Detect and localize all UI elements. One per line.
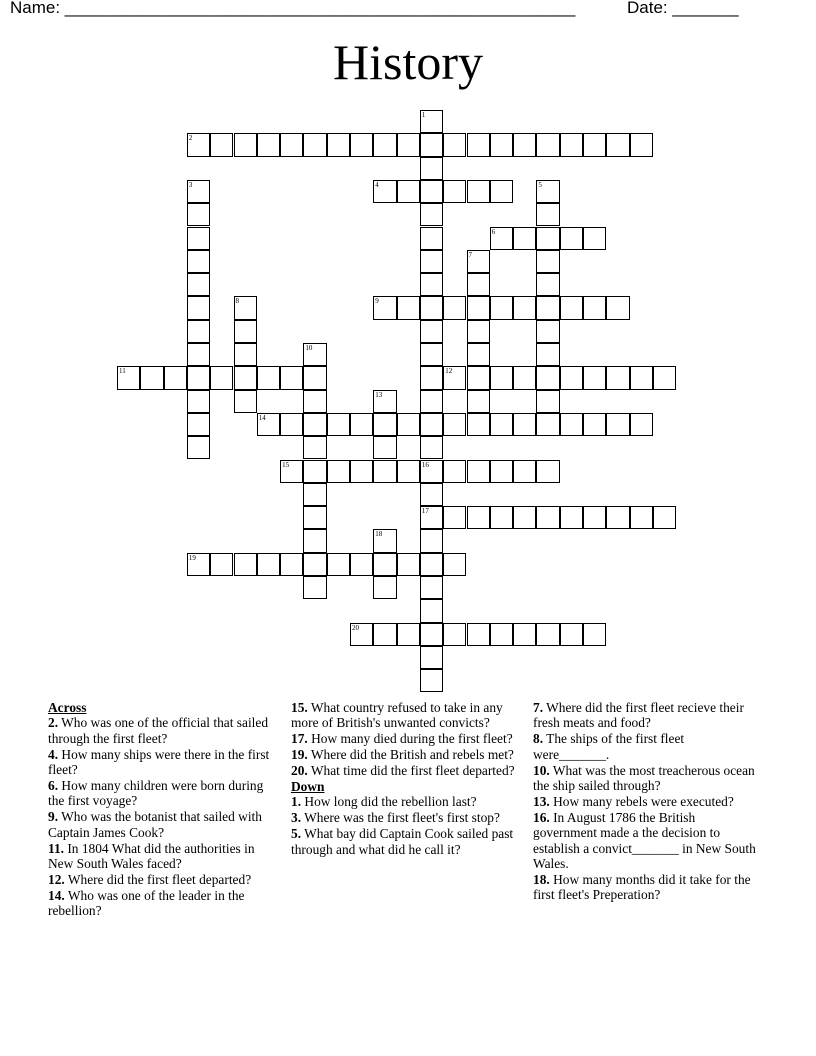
grid-cell[interactable] xyxy=(234,343,257,366)
grid-cell[interactable] xyxy=(397,553,420,576)
grid-cell[interactable] xyxy=(234,366,257,389)
grid-cell[interactable] xyxy=(280,413,303,436)
grid-cell[interactable] xyxy=(490,413,513,436)
clue-item xyxy=(291,731,517,746)
grid-cell[interactable] xyxy=(560,506,583,529)
clue-item-text: Where was the first fleet's first stop? xyxy=(301,810,500,826)
clue-item xyxy=(48,872,274,887)
grid-cell[interactable] xyxy=(303,553,326,576)
clue-item-number: 12. xyxy=(48,871,65,887)
grid-cell[interactable] xyxy=(303,483,326,506)
grid-cell[interactable] xyxy=(327,133,350,156)
clue-number: 3 xyxy=(188,180,193,189)
grid-cell[interactable] xyxy=(536,320,559,343)
grid-cell[interactable] xyxy=(420,553,443,576)
grid-cell[interactable] xyxy=(467,413,490,436)
grid-cell[interactable] xyxy=(536,250,559,273)
clue-item xyxy=(533,731,759,762)
grid-cell[interactable] xyxy=(187,203,210,226)
grid-cell[interactable] xyxy=(653,506,676,529)
grid-cell[interactable] xyxy=(420,343,443,366)
across-heading: Across xyxy=(48,700,87,715)
grid-cell[interactable] xyxy=(303,390,326,413)
page-title: History xyxy=(333,34,483,90)
grid-cell[interactable] xyxy=(583,227,606,250)
clue-number: 18 xyxy=(375,530,383,539)
grid-cell[interactable] xyxy=(234,320,257,343)
clue-item-text: What bay did Captain Cook sailed past through and what did he call it? xyxy=(291,826,514,857)
clue-item-number: 6. xyxy=(48,778,59,794)
clue-item xyxy=(291,700,517,731)
grid-cell[interactable] xyxy=(420,460,443,483)
grid-cell[interactable] xyxy=(350,460,373,483)
grid-cell[interactable] xyxy=(653,366,676,389)
grid-cell[interactable] xyxy=(257,366,280,389)
grid-cell[interactable] xyxy=(420,646,443,669)
grid-cell[interactable] xyxy=(536,390,559,413)
grid-cell[interactable] xyxy=(420,413,443,436)
grid-cell[interactable] xyxy=(467,250,490,273)
grid-cell[interactable] xyxy=(536,623,559,646)
grid-cell[interactable] xyxy=(583,366,606,389)
clue-number: 10 xyxy=(305,344,313,352)
clue-number: 2 xyxy=(188,134,193,143)
grid-cell[interactable] xyxy=(606,506,629,529)
grid-cell[interactable] xyxy=(327,460,350,483)
grid-cell[interactable] xyxy=(606,133,629,156)
grid-cell[interactable] xyxy=(257,553,280,576)
clue-item xyxy=(48,747,274,778)
down-clue-list-continued xyxy=(533,700,759,903)
grid-cell[interactable] xyxy=(513,413,536,436)
grid-cell[interactable] xyxy=(420,227,443,250)
clue-item-text: Where did the first fleet departed? xyxy=(64,871,252,887)
grid-cell[interactable] xyxy=(420,623,443,646)
clue-item-number: 19. xyxy=(291,747,308,763)
grid-cell[interactable] xyxy=(420,529,443,552)
grid-cell[interactable] xyxy=(303,529,326,552)
clue-item-number: 15. xyxy=(291,700,308,715)
grid-cell[interactable] xyxy=(513,296,536,319)
grid-cell[interactable] xyxy=(420,483,443,506)
clue-number: 12 xyxy=(445,367,453,376)
grid-cell[interactable] xyxy=(420,669,443,692)
grid-cell[interactable] xyxy=(467,506,490,529)
grid-cell[interactable] xyxy=(234,133,257,156)
grid-cell[interactable] xyxy=(350,413,373,436)
grid-cell[interactable] xyxy=(513,366,536,389)
grid-cell[interactable] xyxy=(420,250,443,273)
clue-item-number: 20. xyxy=(291,763,308,779)
grid-cell[interactable] xyxy=(513,460,536,483)
grid-cell[interactable] xyxy=(467,296,490,319)
grid-cell[interactable] xyxy=(373,576,396,599)
grid-cell[interactable] xyxy=(397,460,420,483)
grid-cell[interactable] xyxy=(536,413,559,436)
grid-cell[interactable] xyxy=(397,296,420,319)
clue-item-number: 1. xyxy=(291,794,302,810)
clue-item-number: 9. xyxy=(48,809,59,825)
grid-cell[interactable] xyxy=(443,506,466,529)
clue-item-number: 3. xyxy=(291,810,302,826)
grid-cell[interactable] xyxy=(490,623,513,646)
grid-cell[interactable] xyxy=(187,180,210,203)
grid-cell[interactable] xyxy=(140,366,163,389)
grid-cell[interactable] xyxy=(490,506,513,529)
clue-item-number: 4. xyxy=(48,746,59,762)
clues-column-3 xyxy=(533,700,759,903)
grid-cell[interactable] xyxy=(303,343,326,366)
grid-cell[interactable] xyxy=(234,553,257,576)
grid-cell[interactable] xyxy=(257,133,280,156)
grid-cell[interactable] xyxy=(280,133,303,156)
grid-cell[interactable] xyxy=(373,413,396,436)
clue-item-text: Who was one of the leader in the rebellion? xyxy=(48,887,245,919)
grid-cell[interactable] xyxy=(303,413,326,436)
grid-cell[interactable] xyxy=(467,390,490,413)
clue-item-text: How long did the rebellion last? xyxy=(301,794,477,810)
clue-number: 4 xyxy=(375,180,379,189)
clue-item-text: What was the most treacherous ocean the ship sailed through? xyxy=(533,762,755,794)
clue-item xyxy=(533,794,759,809)
grid-cell[interactable] xyxy=(583,506,606,529)
grid-cell[interactable] xyxy=(327,413,350,436)
grid-cell[interactable] xyxy=(560,413,583,436)
grid-cell[interactable] xyxy=(513,133,536,156)
grid-cell[interactable] xyxy=(420,133,443,156)
clue-number: 5 xyxy=(538,180,542,189)
grid-cell[interactable] xyxy=(373,180,396,203)
clue-item-number: 17. xyxy=(291,731,308,747)
clue-item-text: How many ships were there in the first fleet? xyxy=(48,746,270,778)
clue-item-text: How many rebels were executed? xyxy=(549,793,734,809)
grid-cell[interactable] xyxy=(536,180,559,203)
grid-cell[interactable] xyxy=(536,366,559,389)
grid-cell[interactable] xyxy=(467,273,490,296)
clue-number: 13 xyxy=(375,390,383,399)
grid-cell[interactable] xyxy=(210,133,233,156)
clue-item-number: 18. xyxy=(533,871,550,887)
clue-number: 17 xyxy=(421,507,429,516)
grid-cell[interactable] xyxy=(187,273,210,296)
grid-cell[interactable] xyxy=(420,390,443,413)
clue-number: 8 xyxy=(235,297,239,306)
clue-item-text: How many months did it take for the first fleet's Preperation? xyxy=(533,871,751,903)
clue-item xyxy=(291,794,517,809)
grid-cell[interactable] xyxy=(606,296,629,319)
grid-cell[interactable] xyxy=(373,436,396,459)
grid-cell[interactable] xyxy=(443,180,466,203)
grid-cell[interactable] xyxy=(373,296,396,319)
clue-item xyxy=(533,810,759,872)
clue-item xyxy=(48,888,274,919)
grid-cell[interactable] xyxy=(467,180,490,203)
grid-cell[interactable] xyxy=(443,366,466,389)
grid-cell[interactable] xyxy=(373,133,396,156)
grid-cell[interactable] xyxy=(280,460,303,483)
down-heading: Down xyxy=(291,779,325,795)
grid-cell[interactable] xyxy=(187,366,210,389)
grid-cell[interactable] xyxy=(280,553,303,576)
grid-cell[interactable] xyxy=(630,506,653,529)
grid-cell[interactable] xyxy=(420,436,443,459)
clue-item-number: 5. xyxy=(291,826,302,842)
grid-cell[interactable] xyxy=(443,623,466,646)
clue-item xyxy=(291,810,517,825)
grid-cell[interactable] xyxy=(536,203,559,226)
grid-cell[interactable] xyxy=(536,343,559,366)
grid-cell[interactable] xyxy=(350,133,373,156)
grid-cell[interactable] xyxy=(420,576,443,599)
grid-cell[interactable] xyxy=(420,203,443,226)
grid-cell[interactable] xyxy=(117,366,140,389)
grid-cell[interactable] xyxy=(420,366,443,389)
clue-item-number: 16. xyxy=(533,809,550,825)
grid-cell[interactable] xyxy=(257,413,280,436)
grid-cell[interactable] xyxy=(187,436,210,459)
clue-item-number: 2. xyxy=(48,715,59,731)
grid-cell[interactable] xyxy=(280,366,303,389)
clue-item xyxy=(48,841,274,872)
grid-cell[interactable] xyxy=(560,623,583,646)
grid-cell[interactable] xyxy=(187,413,210,436)
grid-cell[interactable] xyxy=(467,460,490,483)
grid-cell[interactable] xyxy=(373,529,396,552)
across-clue-list xyxy=(48,715,274,918)
grid-cell[interactable] xyxy=(210,553,233,576)
grid-cell[interactable] xyxy=(187,250,210,273)
grid-cell[interactable] xyxy=(630,366,653,389)
grid-cell[interactable] xyxy=(373,553,396,576)
clue-item-number: 10. xyxy=(533,762,550,778)
grid-cell[interactable] xyxy=(210,366,233,389)
grid-cell[interactable] xyxy=(420,180,443,203)
grid-cell[interactable] xyxy=(397,133,420,156)
grid-cell[interactable] xyxy=(187,343,210,366)
clue-number: 15 xyxy=(282,460,290,469)
grid-cell[interactable] xyxy=(350,553,373,576)
clue-number: 6 xyxy=(491,227,496,236)
grid-cell[interactable] xyxy=(490,366,513,389)
clue-item-text: What country refused to take in any more of British's unwanted convicts? xyxy=(291,700,503,731)
clue-item xyxy=(291,763,517,778)
grid-cell[interactable] xyxy=(583,133,606,156)
grid-cell[interactable] xyxy=(467,133,490,156)
clue-item-number: 11. xyxy=(48,840,64,856)
clue-item-text: How many died during the first fleet? xyxy=(307,731,513,747)
grid-cell[interactable] xyxy=(187,553,210,576)
clues-column-1 xyxy=(48,700,274,919)
grid-cell[interactable] xyxy=(583,296,606,319)
grid-cell[interactable] xyxy=(234,296,257,319)
clue-item xyxy=(291,747,517,762)
grid-cell[interactable] xyxy=(443,460,466,483)
grid-cell[interactable] xyxy=(630,133,653,156)
clue-item-text: Who was the botanist that sailed with Captain James Cook? xyxy=(48,809,262,840)
grid-cell[interactable] xyxy=(536,273,559,296)
grid-cell[interactable] xyxy=(467,320,490,343)
clue-item xyxy=(533,700,759,731)
grid-cell[interactable] xyxy=(373,390,396,413)
clue-item xyxy=(533,763,759,794)
grid-cell[interactable] xyxy=(513,623,536,646)
grid-cell[interactable] xyxy=(513,227,536,250)
grid-cell[interactable] xyxy=(187,133,210,156)
grid-cell[interactable] xyxy=(560,227,583,250)
clue-item-number: 14. xyxy=(48,887,65,903)
grid-cell[interactable] xyxy=(536,133,559,156)
grid-cell[interactable] xyxy=(303,436,326,459)
grid-cell[interactable] xyxy=(397,413,420,436)
clue-item-text: How many children were born during the first voyage? xyxy=(48,778,264,809)
clue-number: 16 xyxy=(421,460,429,469)
grid-cell[interactable] xyxy=(187,320,210,343)
grid-cell[interactable] xyxy=(443,296,466,319)
grid-cell[interactable] xyxy=(234,390,257,413)
grid-cell[interactable] xyxy=(560,133,583,156)
grid-cell[interactable] xyxy=(536,506,559,529)
grid-cell[interactable] xyxy=(373,460,396,483)
clue-item xyxy=(48,809,274,840)
grid-cell[interactable] xyxy=(420,157,443,180)
grid-cell[interactable] xyxy=(303,366,326,389)
grid-cell[interactable] xyxy=(606,366,629,389)
clue-item xyxy=(48,778,274,809)
clue-item-text: In 1804 What did the authorities in New South Wales faced? xyxy=(48,840,255,872)
grid-cell[interactable] xyxy=(397,623,420,646)
clue-number: 19 xyxy=(188,553,196,562)
clue-number: 1 xyxy=(421,111,426,119)
clue-item-number: 7. xyxy=(533,700,544,715)
grid-cell[interactable] xyxy=(490,296,513,319)
grid-cell[interactable] xyxy=(303,506,326,529)
clue-item-text: Where did the first fleet recieve their fresh meats and food? xyxy=(533,700,744,731)
grid-cell[interactable] xyxy=(187,390,210,413)
clue-item xyxy=(291,826,517,857)
clue-item-number: 13. xyxy=(533,793,550,809)
grid-cell[interactable] xyxy=(303,460,326,483)
clue-item xyxy=(533,872,759,903)
grid-cell[interactable] xyxy=(490,133,513,156)
grid-cell[interactable] xyxy=(490,180,513,203)
grid-cell[interactable] xyxy=(536,460,559,483)
grid-cell[interactable] xyxy=(606,413,629,436)
grid-cell[interactable] xyxy=(187,227,210,250)
name-label: Name: ______________________________________________________ xyxy=(10,0,576,17)
grid-cell[interactable] xyxy=(303,133,326,156)
grid-cell[interactable] xyxy=(420,506,443,529)
grid-cell[interactable] xyxy=(420,273,443,296)
grid-cell[interactable] xyxy=(420,320,443,343)
clue-item-text: Who was one of the official that sailed through the first fleet? xyxy=(48,715,269,746)
clue-item xyxy=(48,715,274,746)
grid-cell[interactable] xyxy=(420,110,443,133)
clue-item-text: What time did the first fleet departed? xyxy=(307,763,515,779)
grid-cell[interactable] xyxy=(164,366,187,389)
clue-item-number: 8. xyxy=(533,731,544,747)
grid-cell[interactable] xyxy=(467,343,490,366)
grid-cell[interactable] xyxy=(513,506,536,529)
grid-cell[interactable] xyxy=(443,133,466,156)
grid-cell[interactable] xyxy=(420,599,443,622)
grid-cell[interactable] xyxy=(536,296,559,319)
grid-cell[interactable] xyxy=(303,576,326,599)
grid-cell[interactable] xyxy=(467,623,490,646)
grid-cell[interactable] xyxy=(187,296,210,319)
clue-item-text: In August 1786 the British government made a the decision to establish a convict_______ in New South Wales. xyxy=(533,809,756,872)
date-label: Date: _______ xyxy=(627,0,739,17)
grid-cell[interactable] xyxy=(490,227,513,250)
grid-cell[interactable] xyxy=(443,553,466,576)
grid-cell[interactable] xyxy=(490,460,513,483)
clue-item-text: Where did the British and rebels met? xyxy=(307,747,514,763)
grid-cell[interactable] xyxy=(373,623,396,646)
grid-cell[interactable] xyxy=(350,623,373,646)
grid-cell[interactable] xyxy=(560,296,583,319)
grid-cell[interactable] xyxy=(420,296,443,319)
grid-cell[interactable] xyxy=(397,180,420,203)
grid-cell[interactable] xyxy=(630,413,653,436)
grid-cell[interactable] xyxy=(467,366,490,389)
clue-item-text: The ships of the first fleet were_______. xyxy=(533,731,685,762)
clue-number: 11 xyxy=(119,367,126,376)
grid-cell[interactable] xyxy=(443,413,466,436)
clue-number: 7 xyxy=(468,250,472,259)
clue-number: 20 xyxy=(352,623,359,632)
clue-number: 14 xyxy=(258,413,266,422)
grid-cell[interactable] xyxy=(327,553,350,576)
across-clue-list-continued xyxy=(291,700,517,779)
grid-cell[interactable] xyxy=(536,227,559,250)
grid-cell[interactable] xyxy=(583,623,606,646)
down-clue-list xyxy=(291,794,517,857)
grid-cell[interactable] xyxy=(583,413,606,436)
clues-column-2 xyxy=(291,700,517,858)
clue-number: 9 xyxy=(375,297,379,306)
grid-cell[interactable] xyxy=(560,366,583,389)
